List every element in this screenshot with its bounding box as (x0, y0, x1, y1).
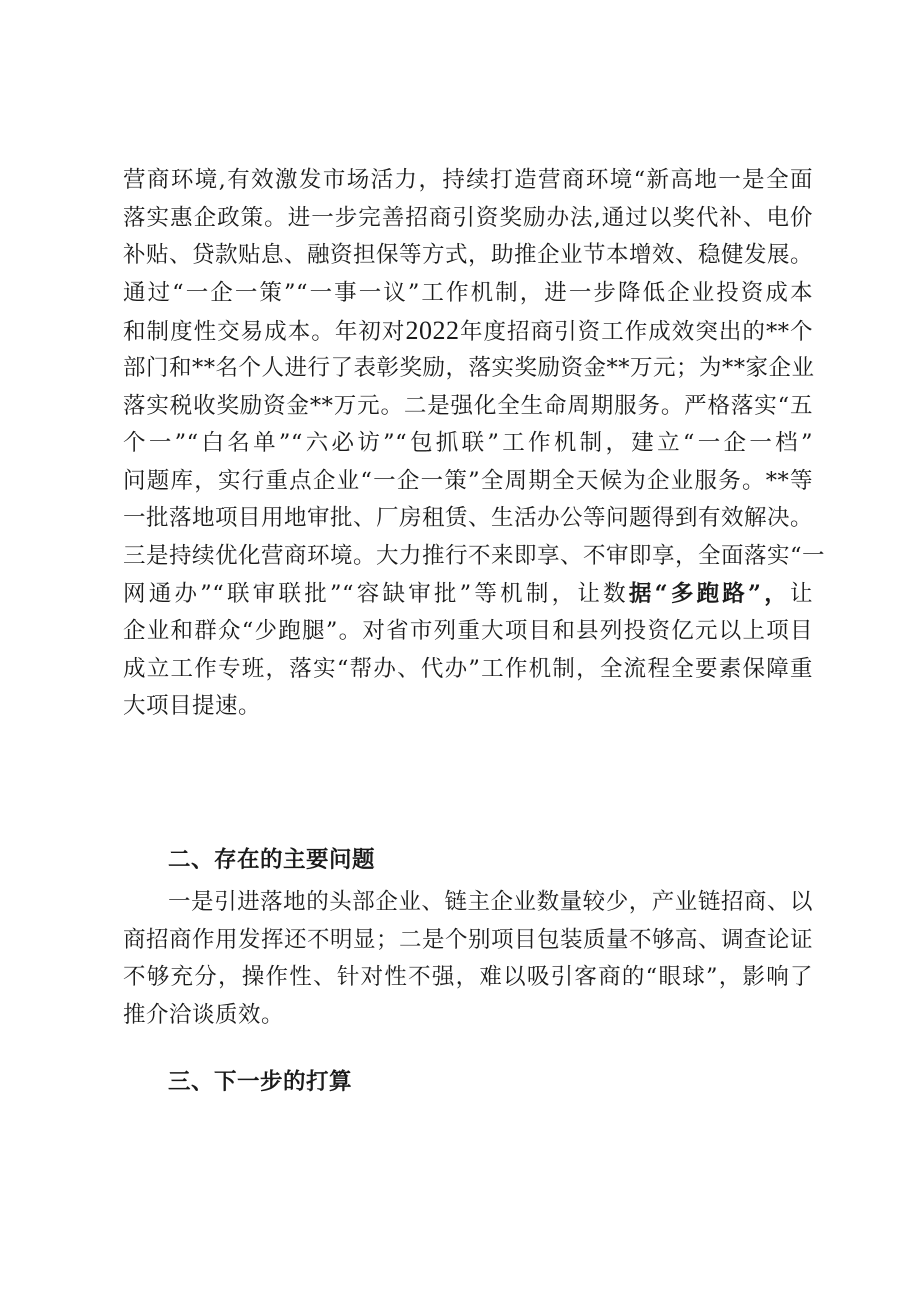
text-segment: 年度招商引资工作成效突出的**个 (459, 319, 813, 346)
text-segment: 让 (789, 580, 813, 607)
text-line: 落实惠企政策。进一步完善招商引资奖励办法,通过以奖代补、电价 (123, 204, 813, 231)
text-line: 营商环境,有效激发市场活力，持续打造营商环境“新高地一是全面 (123, 167, 813, 193)
section-heading-main-problems: 二、存在的主要问题 (168, 847, 376, 873)
text-line: 一批落地项目用地审批、厂房租赁、生活办公等问题得到有效解决。 (123, 505, 814, 532)
text-line: 通过“一企一策”“一事一议”工作机制，进一步降低企业投资成本 (123, 279, 813, 306)
text-line: 推介洽谈质效。 (123, 1001, 285, 1028)
paragraph-main-problems (123, 884, 813, 1034)
text-line: 问题库，实行重点企业“一企一策”全周期全天候为企业服务。**等 (123, 467, 813, 494)
text-line: 大项目提速。 (123, 693, 262, 720)
text-line: 不够充分，操作性、针对性不强，难以吸引客商的“眼球”，影响了 (123, 964, 813, 991)
text-line: 商招商作用发挥还不明显；二是个别项目包装质量不够高、调查论证 (123, 926, 814, 953)
text-segment: 网通办”“联审联批”“容缺审批”等机制，让数 (123, 580, 629, 607)
section-heading-next-steps: 三、下一步的打算 (168, 1069, 353, 1095)
text-line: 成立工作专班，落实“帮办、代办”工作机制，全流程全要素保障重 (123, 655, 813, 682)
text-line: 一是引进落地的头部企业、链主企业数量较少，产业链招商、以 (168, 889, 813, 915)
text-line-with-year (123, 312, 813, 350)
text-segment: 和制度性交易成本。年初对 (123, 319, 406, 346)
year-number: 2022 (405, 316, 460, 346)
text-line: 部门和**名个人进行了表彰奖励，落实奖励资金**万元；为**家企业 (123, 354, 815, 381)
text-line: 三是持续优化营商环境。大力推行不来即享、不审即享，全面落实“一 (123, 542, 826, 569)
text-line: 补贴、贷款贴息、融资担保等方式，助推企业节本增效、稳健发展。 (123, 242, 814, 269)
text-line: 个一”“白名单”“六必访”“包抓联”工作机制，建立“一企一档” (123, 430, 813, 457)
bold-phrase: 据“多跑路”， (628, 580, 790, 607)
text-line-with-bold (123, 576, 813, 614)
text-line: 落实税收奖励资金**万元。二是强化全生命周期服务。严格落实“五 (123, 392, 813, 419)
text-line: 企业和群众“少跑腿”。对省市列重大项目和县列投资亿元以上项目 (123, 618, 813, 645)
paragraph-business-environment (123, 162, 826, 726)
